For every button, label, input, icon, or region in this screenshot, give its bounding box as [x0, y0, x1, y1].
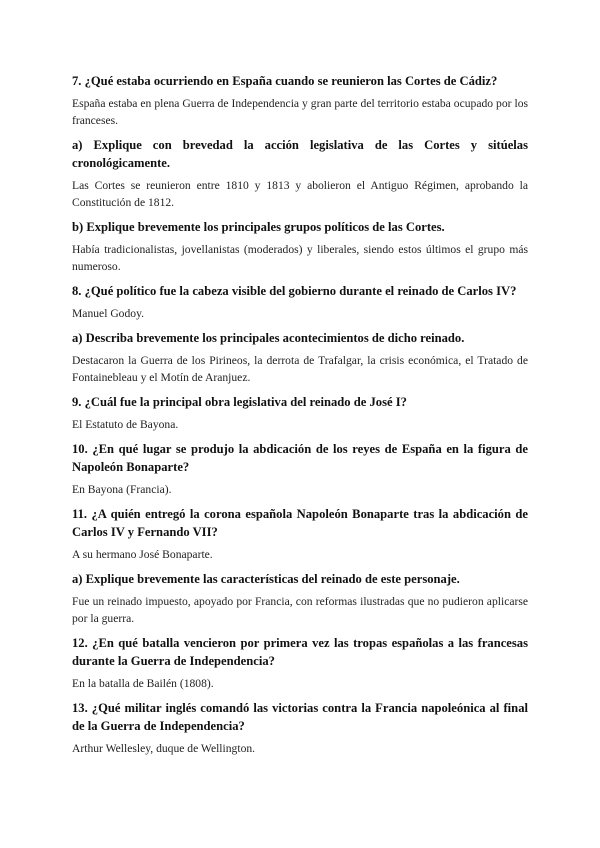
answer-8a: Destacaron la Guerra de los Pirineos, la derrota de Trafalgar, la crisis económica, el Tratado de Fontainebleau y el Motín de Aranjuez. [72, 354, 528, 384]
question-10: 10. ¿En qué lugar se produjo la abdicación de los reyes de España en la figura de Napoleón Bonaparte? [72, 442, 528, 474]
answer-11: A su hermano José Bonaparte. [72, 548, 213, 561]
answer-11a: Fue un reinado impuesto, apoyado por Francia, con reformas ilustradas que no pudieron aplicarse por la guerra. [72, 595, 528, 625]
answer-8: Manuel Godoy. [72, 307, 145, 320]
answer-9: El Estatuto de Bayona. [72, 418, 179, 431]
answer-12: En la batalla de Bailén (1808). [72, 677, 214, 690]
answer-7: España estaba en plena Guerra de Independencia y gran parte del territorio estaba ocupado por los franceses. [72, 97, 528, 127]
answer-13: Arthur Wellesley, duque de Wellington. [72, 742, 256, 755]
question-7a: a) Explique con brevedad la acción legislativa de las Cortes y sitúelas cronológicamente. [72, 138, 528, 170]
question-8a: a) Describa brevemente los principales acontecimientos de dicho reinado. [72, 331, 465, 345]
question-9: 9. ¿Cuál fue la principal obra legislativa del reinado de José I? [72, 395, 407, 409]
question-12: 12. ¿En qué batalla vencieron por primera vez las tropas españolas a las francesas durante la Guerra de Independencia? [72, 636, 528, 668]
answer-7a: Las Cortes se reunieron entre 1810 y 1813 y abolieron el Antiguo Régimen, aprobando la Constitución de 1812. [72, 179, 528, 209]
question-11: 11. ¿A quién entregó la corona española Napoleón Bonaparte tras la abdicación de Carlos IV y Fernando VII? [72, 507, 528, 539]
answer-10: En Bayona (Francia). [72, 483, 172, 496]
question-7b: b) Explique brevemente los principales grupos políticos de las Cortes. [72, 220, 445, 234]
question-8: 8. ¿Qué político fue la cabeza visible del gobierno durante el reinado de Carlos IV? [72, 284, 517, 298]
question-7: 7. ¿Qué estaba ocurriendo en España cuando se reunieron las Cortes de Cádiz? [72, 74, 498, 88]
question-13: 13. ¿Qué militar inglés comandó las victorias contra la Francia napoleónica al final de la Guerra de Independencia? [72, 701, 528, 733]
answer-7b: Había tradicionalistas, jovellanistas (moderados) y liberales, siendo estos últimos el grupo más numeroso. [72, 243, 528, 273]
document-page [72, 72, 528, 764]
question-11a: a) Explique brevemente las características del reinado de este personaje. [72, 572, 460, 586]
